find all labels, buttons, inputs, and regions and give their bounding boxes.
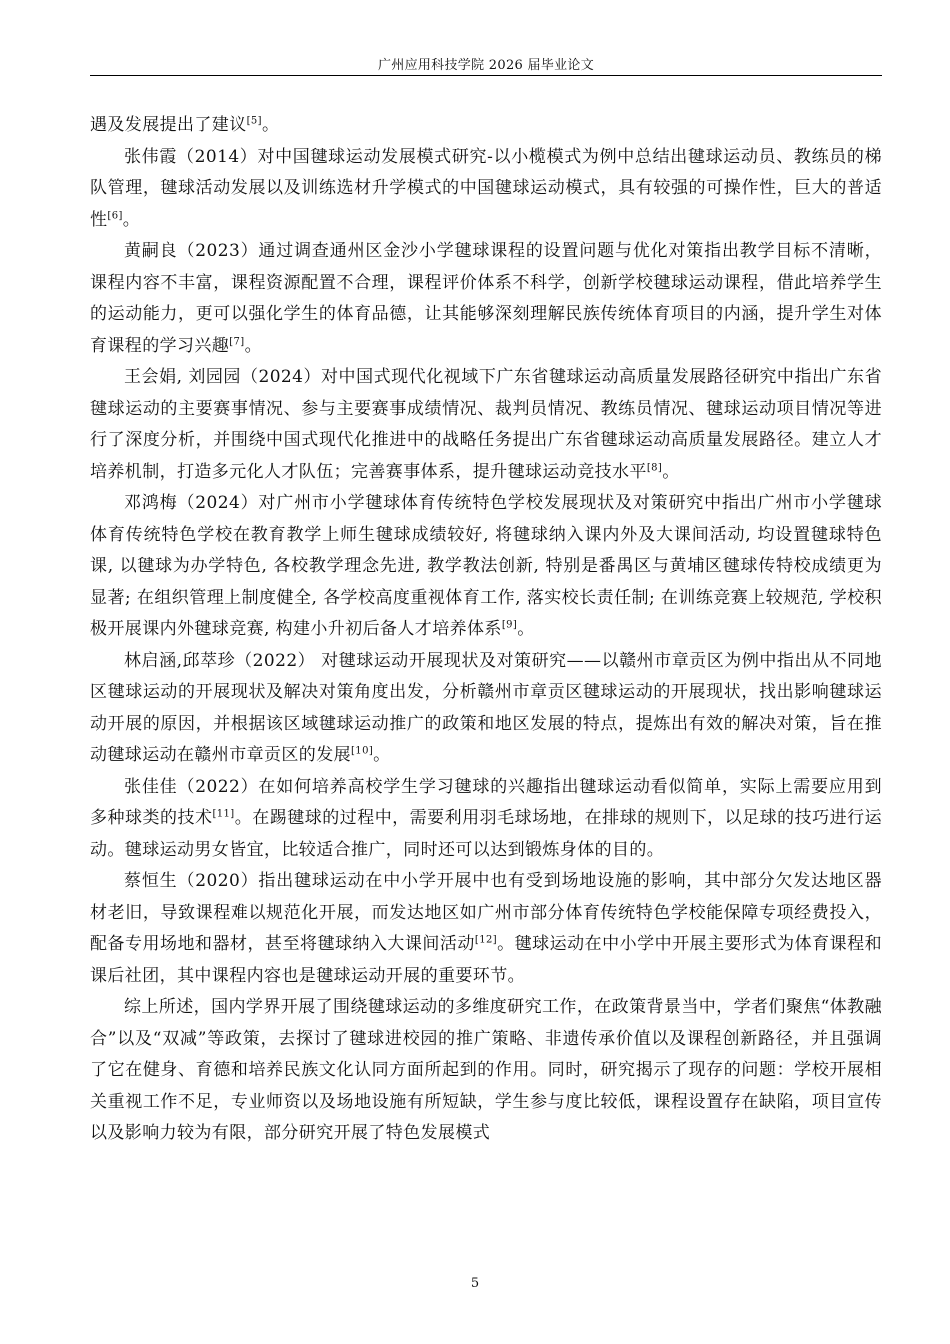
paragraph-4 <box>90 362 882 488</box>
citation-marker: [11] <box>212 808 235 820</box>
paragraph-tail: 。 <box>517 619 535 639</box>
paragraph-text: 张佳佳（2022）在如何培养高校学生学习毽球的兴趣指出毽球运动看似简单，实际上需要应用到多种球类的技术 <box>90 776 882 828</box>
paragraph-text: 王会娟, 刘园园（2024）对中国式现代化视域下广东省毽球运动高质量发展路径研究中指出广东省毽球运动的主要赛事情况、参与主要赛事成绩情况、裁判员情况、教练员情况、毽球运动项目情况等进行了深度分析，并围绕中国式现代化推进中的战略任务提出广东省毽球运动高质量发展路径。建立人才培养机制，打造多元化人才队伍；完善赛事体系，提升毽球运动竞技水平 <box>90 367 882 482</box>
thesis-body <box>90 110 882 1150</box>
citation-marker: [5] <box>246 115 262 127</box>
running-header: 广州应用科技学院 2026 届毕业论文 <box>377 58 595 73</box>
citation-marker: [8] <box>646 461 663 473</box>
paragraph-text: 遇及发展提出了建议 <box>90 115 247 135</box>
paragraph-tail: 。 <box>373 745 391 765</box>
paragraph-tail: 。 <box>261 115 280 135</box>
header-divider <box>90 75 882 76</box>
paragraph-8 <box>90 866 882 992</box>
paragraph-text: 蔡恒生（2020）指出毽球运动在中小学开展中也有受到场地设施的影响，其中部分欠发达地区器材老旧，导致课程难以规范化开展，而发达地区如广州市部分体育传统特色学校能保障专项经费投入，配备专用场地和器材，甚至将毽球纳入大课间活动 <box>90 871 882 954</box>
paragraph-7 <box>90 772 882 867</box>
paragraph-text: 黄嗣良（2023）通过调查通州区金沙小学毽球课程的设置问题与优化对策指出教学目标不清晰，课程内容不丰富，课程资源配置不合理，课程评价体系不科学，创新学校毽球运动课程，借此培养学生的运动能力，更可以强化学生的体育品德，让其能够深刻理解民族传统体育项目的内涵，提升学生对体育课程的学习兴趣 <box>90 241 882 356</box>
citation-marker: [7] <box>229 335 245 347</box>
paragraph-2 <box>90 142 882 237</box>
paragraph-6 <box>90 646 882 772</box>
paragraph-text: 邓鸿梅（2024）对广州市小学毽球体育传统特色学校发展现状及对策研究中指出广州市小学毽球体育传统特色学校在教育教学上师生毽球成绩较好, 将毽球纳入课内外及大课间活动, 均设置毽球特色课, 以毽球为办学特色, 各校教学理念先进, 教学教法创新, 特别是番禺区与黄埔区毽球传特校成绩更为显著; 在组织管理上制度健全, 各学校高度重视体育工作, 落实校长责任制; 在训练竞赛上较规范, 学校积极开展课内外毽球竞赛, 构建小升初后备人才培养体系 <box>90 493 882 639</box>
paragraph-9 <box>90 992 882 1150</box>
paragraph-tail: 。毽球运动在中小学中开展主要形式为体育课程和课后社团，其中课程内容也是毽球运动开展的重要环节。 <box>90 934 882 986</box>
paragraph-tail: 。在踢毽球的过程中，需要利用羽毛球场地，在排球的规则下，以足球的技巧进行运动。毽球运动男女皆宜，比较适合推广，同时还可以达到锻炼身体的目的。 <box>90 808 882 860</box>
paragraph-3 <box>90 236 882 362</box>
paragraph-tail: 。 <box>122 209 141 230</box>
citation-marker: [6] <box>107 209 123 221</box>
paragraph-text: 张伟霞（2014）对中国毽球运动发展模式研究-以小榄模式为例中总结出毽球运动员、教练员的梯队管理，毽球活动发展以及训练选材升学模式的中国毽球运动模式，具有较强的可操作性，巨大的普适性 <box>90 146 882 230</box>
paragraph-text: 综上所述，国内学界开展了围绕毽球运动的多维度研究工作，在政策背景当中，学者们聚焦“体教融合”以及“双减”等政策，去探讨了毽球进校园的推广策略、非遗传承价值以及课程创新路径，并且强调了它在健身、育德和培养民族文化认同方面所起到的作用。同时，研究揭示了现存的问题：学校开展相关重视工作不足，专业师资以及场地设施有所短缺，学生参与度比较低，课程设置存在缺陷，项目宣传以及影响力较为有限，部分研究开展了特色发展模式 <box>90 997 882 1143</box>
paragraph-text: 林启涵,邱萃珍（2022） 对毽球运动开展现状及对策研究——以赣州市章贡区为例中指出从不同地区毽球运动的开展现状及解决对策角度出发，分析赣州市章贡区毽球运动的开展现状，找出影响毽球运动开展的原因，并根据该区域毽球运动推广的政策和地区发展的特点，提炼出有效的解决对策，旨在推动毽球运动在赣州市章贡区的发展 <box>90 650 882 765</box>
paragraph-5 <box>90 488 882 646</box>
paragraph-1 <box>90 110 882 142</box>
paragraph-tail: 。 <box>244 335 262 356</box>
citation-marker: [9] <box>501 619 518 631</box>
citation-marker: [12] <box>474 934 498 946</box>
paragraph-tail: 。 <box>662 461 680 482</box>
page-number: 5 <box>470 1276 480 1291</box>
citation-marker: [10] <box>351 745 374 757</box>
